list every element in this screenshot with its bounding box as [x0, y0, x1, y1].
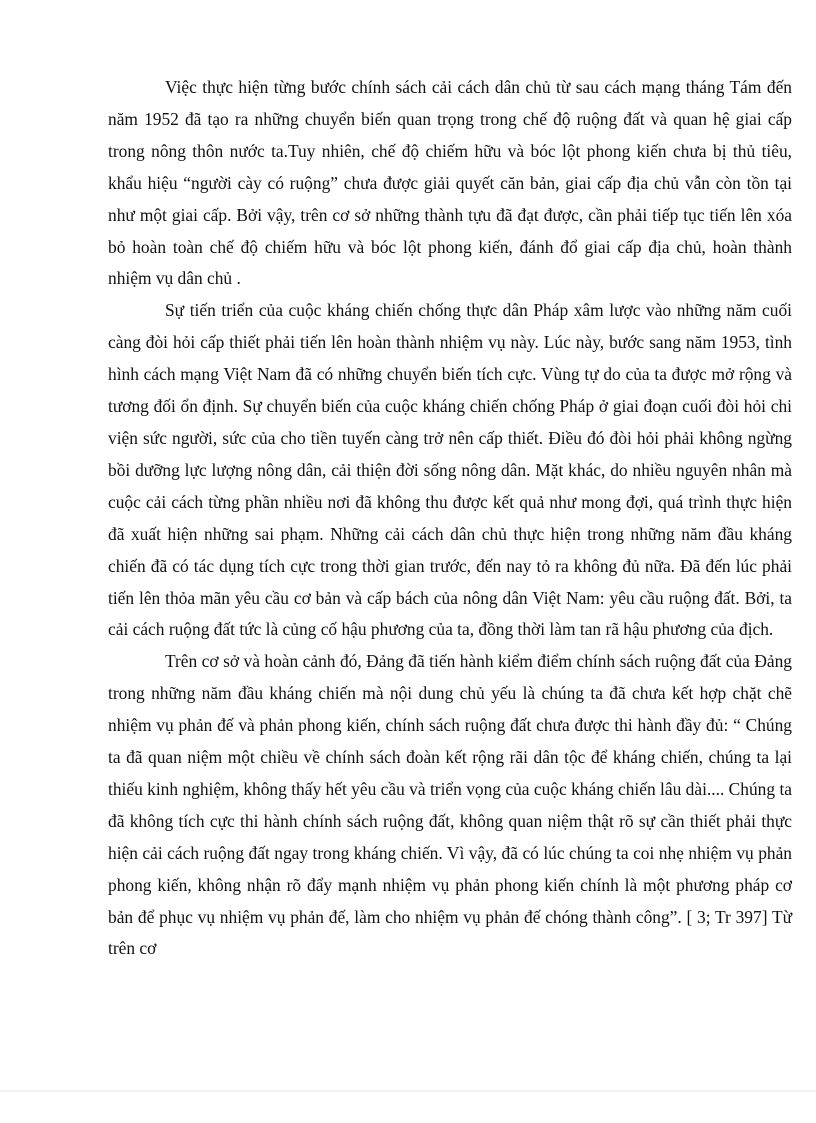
- paragraph-2: Sự tiến triển của cuộc kháng chiến chống thực dân Pháp xâm lược vào những năm cuối càng đòi hỏi cấp thiết phải tiến lên hoàn thành nhiệm vụ này. Lúc này, bước sang năm 1953, tình hình cách mạng Việt Nam đã có những chuyển biến tích cực. Vùng tự do của ta được mở rộng và tương đối ổn định. Sự chuyển biến của cuộc kháng chiến chống Pháp ở giai đoạn cuối đòi hỏi chi viện sức người, sức của cho tiền tuyến càng trở nên cấp thiết. Điều đó đòi hỏi phải không ngừng bồi dưỡng lực lượng nông dân, cải thiện đời sống nông dân. Mặt khác, do nhiều nguyên nhân mà cuộc cải cách từng phần nhiều nơi đã không thu được kết quả như mong đợi, quá trình thực hiện đã xuất hiện những sai phạm. Những cải cách dân chủ thực hiện trong những năm đầu kháng chiến đã có tác dụng tích cực trong thời gian trước, đến nay tỏ ra không đủ nữa. Đã đến lúc phải tiến lên thỏa mãn yêu cầu cơ bản và cấp bách của nông dân Việt Nam: yêu cầu ruộng đất. Bởi, ta cải cách ruộng đất tức là củng cố hậu phương của ta, đồng thời làm tan rã hậu phương của địch.: [108, 300, 792, 640]
- paragraph-3: Trên cơ sở và hoàn cảnh đó, Đảng đã tiến hành kiểm điểm chính sách ruộng đất của Đảng trong những năm đầu kháng chiến mà nội dung chủ yếu là chúng ta đã chưa kết hợp chặt chẽ nhiệm vụ phản đế và phản phong kiến, chính sách ruộng đất chưa được thi hành đầy đủ: “ Chúng ta đã quan niệm một chiều về chính sách đoàn kết rộng rãi dân tộc để kháng chiến, chúng ta lại thiếu kinh nghiệm, không thấy hết yêu cầu và triển vọng của cuộc kháng chiến lâu dài.... Chúng ta đã không tích cực thi hành chính sách ruộng đất, không quan niệm thật rõ sự cần thiết phải thực hiện cải cách ruộng đất ngay trong kháng chiến. Vì vậy, đã có lúc chúng ta coi nhẹ nhiệm vụ phản phong kiến, không nhận rõ đẩy mạnh nhiệm vụ phản phong kiến chính là một phương pháp cơ bản để phục vụ nhiệm vụ phản đế, làm cho nhiệm vụ phản đế chóng thành công”. [ 3; Tr 397] Từ trên cơ: [108, 651, 792, 959]
- page-bottom-edge: [0, 1090, 816, 1092]
- document-page: [108, 72, 792, 965]
- paragraph-1: Việc thực hiện từng bước chính sách cải cách dân chủ từ sau cách mạng tháng Tám đến năm 1952 đã tạo ra những chuyển biến quan trọng trong chế độ ruộng đất và quan hệ giai cấp trong nông thôn nước ta.Tuy nhiên, chế độ chiếm hữu và bóc lột phong kiến chưa bị thủ tiêu, khẩu hiệu “người cày có ruộng” chưa được giải quyết căn bản, giai cấp địa chủ vẫn còn tồn tại như một giai cấp. Bởi vậy, trên cơ sở những thành tựu đã đạt được, cần phải tiếp tục tiến lên xóa bỏ hoàn toàn chế độ chiếm hữu và bóc lột phong kiến, đánh đổ giai cấp địa chủ, hoàn thành nhiệm vụ dân chủ .: [108, 77, 792, 289]
